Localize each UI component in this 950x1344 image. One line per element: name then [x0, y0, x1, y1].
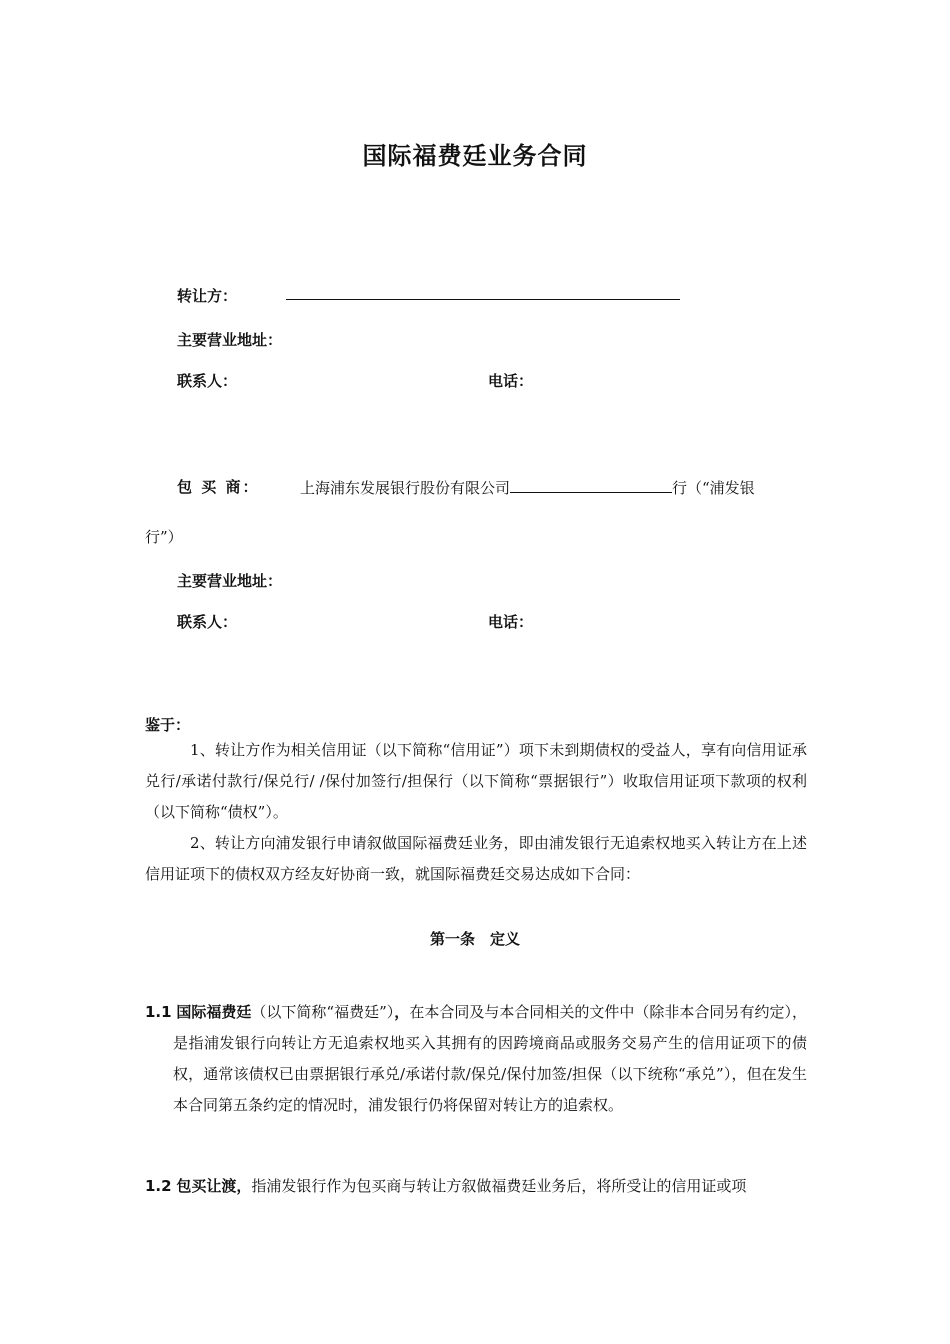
buyer-name-suffix: 行（“浦发银: [672, 479, 755, 497]
whereas-paragraph-2: 2、转让方向浦发银行申请叙做国际福费廷业务，即由浦发银行无追索权地买入转让方在上述信用证项下的债权双方经友好协商一致，就国际福费廷交易达成如下合同：: [145, 834, 807, 883]
transferor-address-label: 主要营业地址：: [177, 331, 283, 349]
clause-1-1-text: 在本合同及与本合同相关的文件中（除非本合同另有约定），是指浦发银行向转让方无追索权地买入其拥有的因跨境商品或服务交易产生的信用证项下的债权，通常该债权已由票据银行承兑/承诺付款/保兑/保付加签/担保（以下统称“承兑”），但在发生本合同第五条约定的情况时，浦发银行仍将保留对转让方的追索权。: [173, 1003, 807, 1114]
clause-1-1-number: 1.1: [145, 1003, 172, 1021]
buyer-contact-label: 联系人：: [177, 613, 238, 631]
clause-1-1: [145, 997, 807, 1121]
clause-1-1-comma: ，: [394, 1003, 410, 1021]
clause-1-1-term: 国际福费廷: [176, 1003, 252, 1021]
clause-1-2-text: 指浦发银行作为包买商与转让方叙做福费廷业务后，将所受让的信用证或项: [251, 1177, 747, 1195]
clause-1-2: [145, 1171, 807, 1202]
buyer-name-prefix: 上海浦东发展银行股份有限公司: [300, 479, 511, 497]
buyer-name-line: [300, 476, 755, 498]
transferor-label: 转让方：: [177, 287, 238, 305]
whereas-paragraph-1: 1、转让方作为相关信用证（以下简称“信用证”）项下未到期债权的受益人，享有向信用证承兑行/承诺付款行/保兑行/ /保付加签行/担保行（以下简称“票据银行”）收取信用证项下款项的权利（以下简称“债权”）。: [145, 741, 807, 821]
clause-1-2-term: 包买让渡，: [176, 1177, 252, 1195]
clause-1-2-number: 1.2: [145, 1177, 172, 1195]
buyer-phone-label: 电话：: [488, 613, 534, 631]
whereas-label: 鉴于：: [145, 716, 191, 734]
article-1-heading: 第一条 定义: [429, 930, 520, 948]
buyer-name-continued: 行”）: [145, 528, 183, 546]
transferor-contact-label: 联系人：: [177, 372, 238, 390]
clause-1-1-abbrev: （以下简称“福费廷”）: [251, 1003, 395, 1021]
transferor-name-blank: [286, 283, 680, 300]
document-title: 国际福费廷业务合同: [362, 142, 588, 170]
transferor-phone-label: 电话：: [488, 372, 534, 390]
buyer-label: 包 买 商：: [177, 478, 260, 496]
buyer-address-label: 主要营业地址：: [177, 572, 283, 590]
buyer-branch-blank: [510, 476, 672, 493]
